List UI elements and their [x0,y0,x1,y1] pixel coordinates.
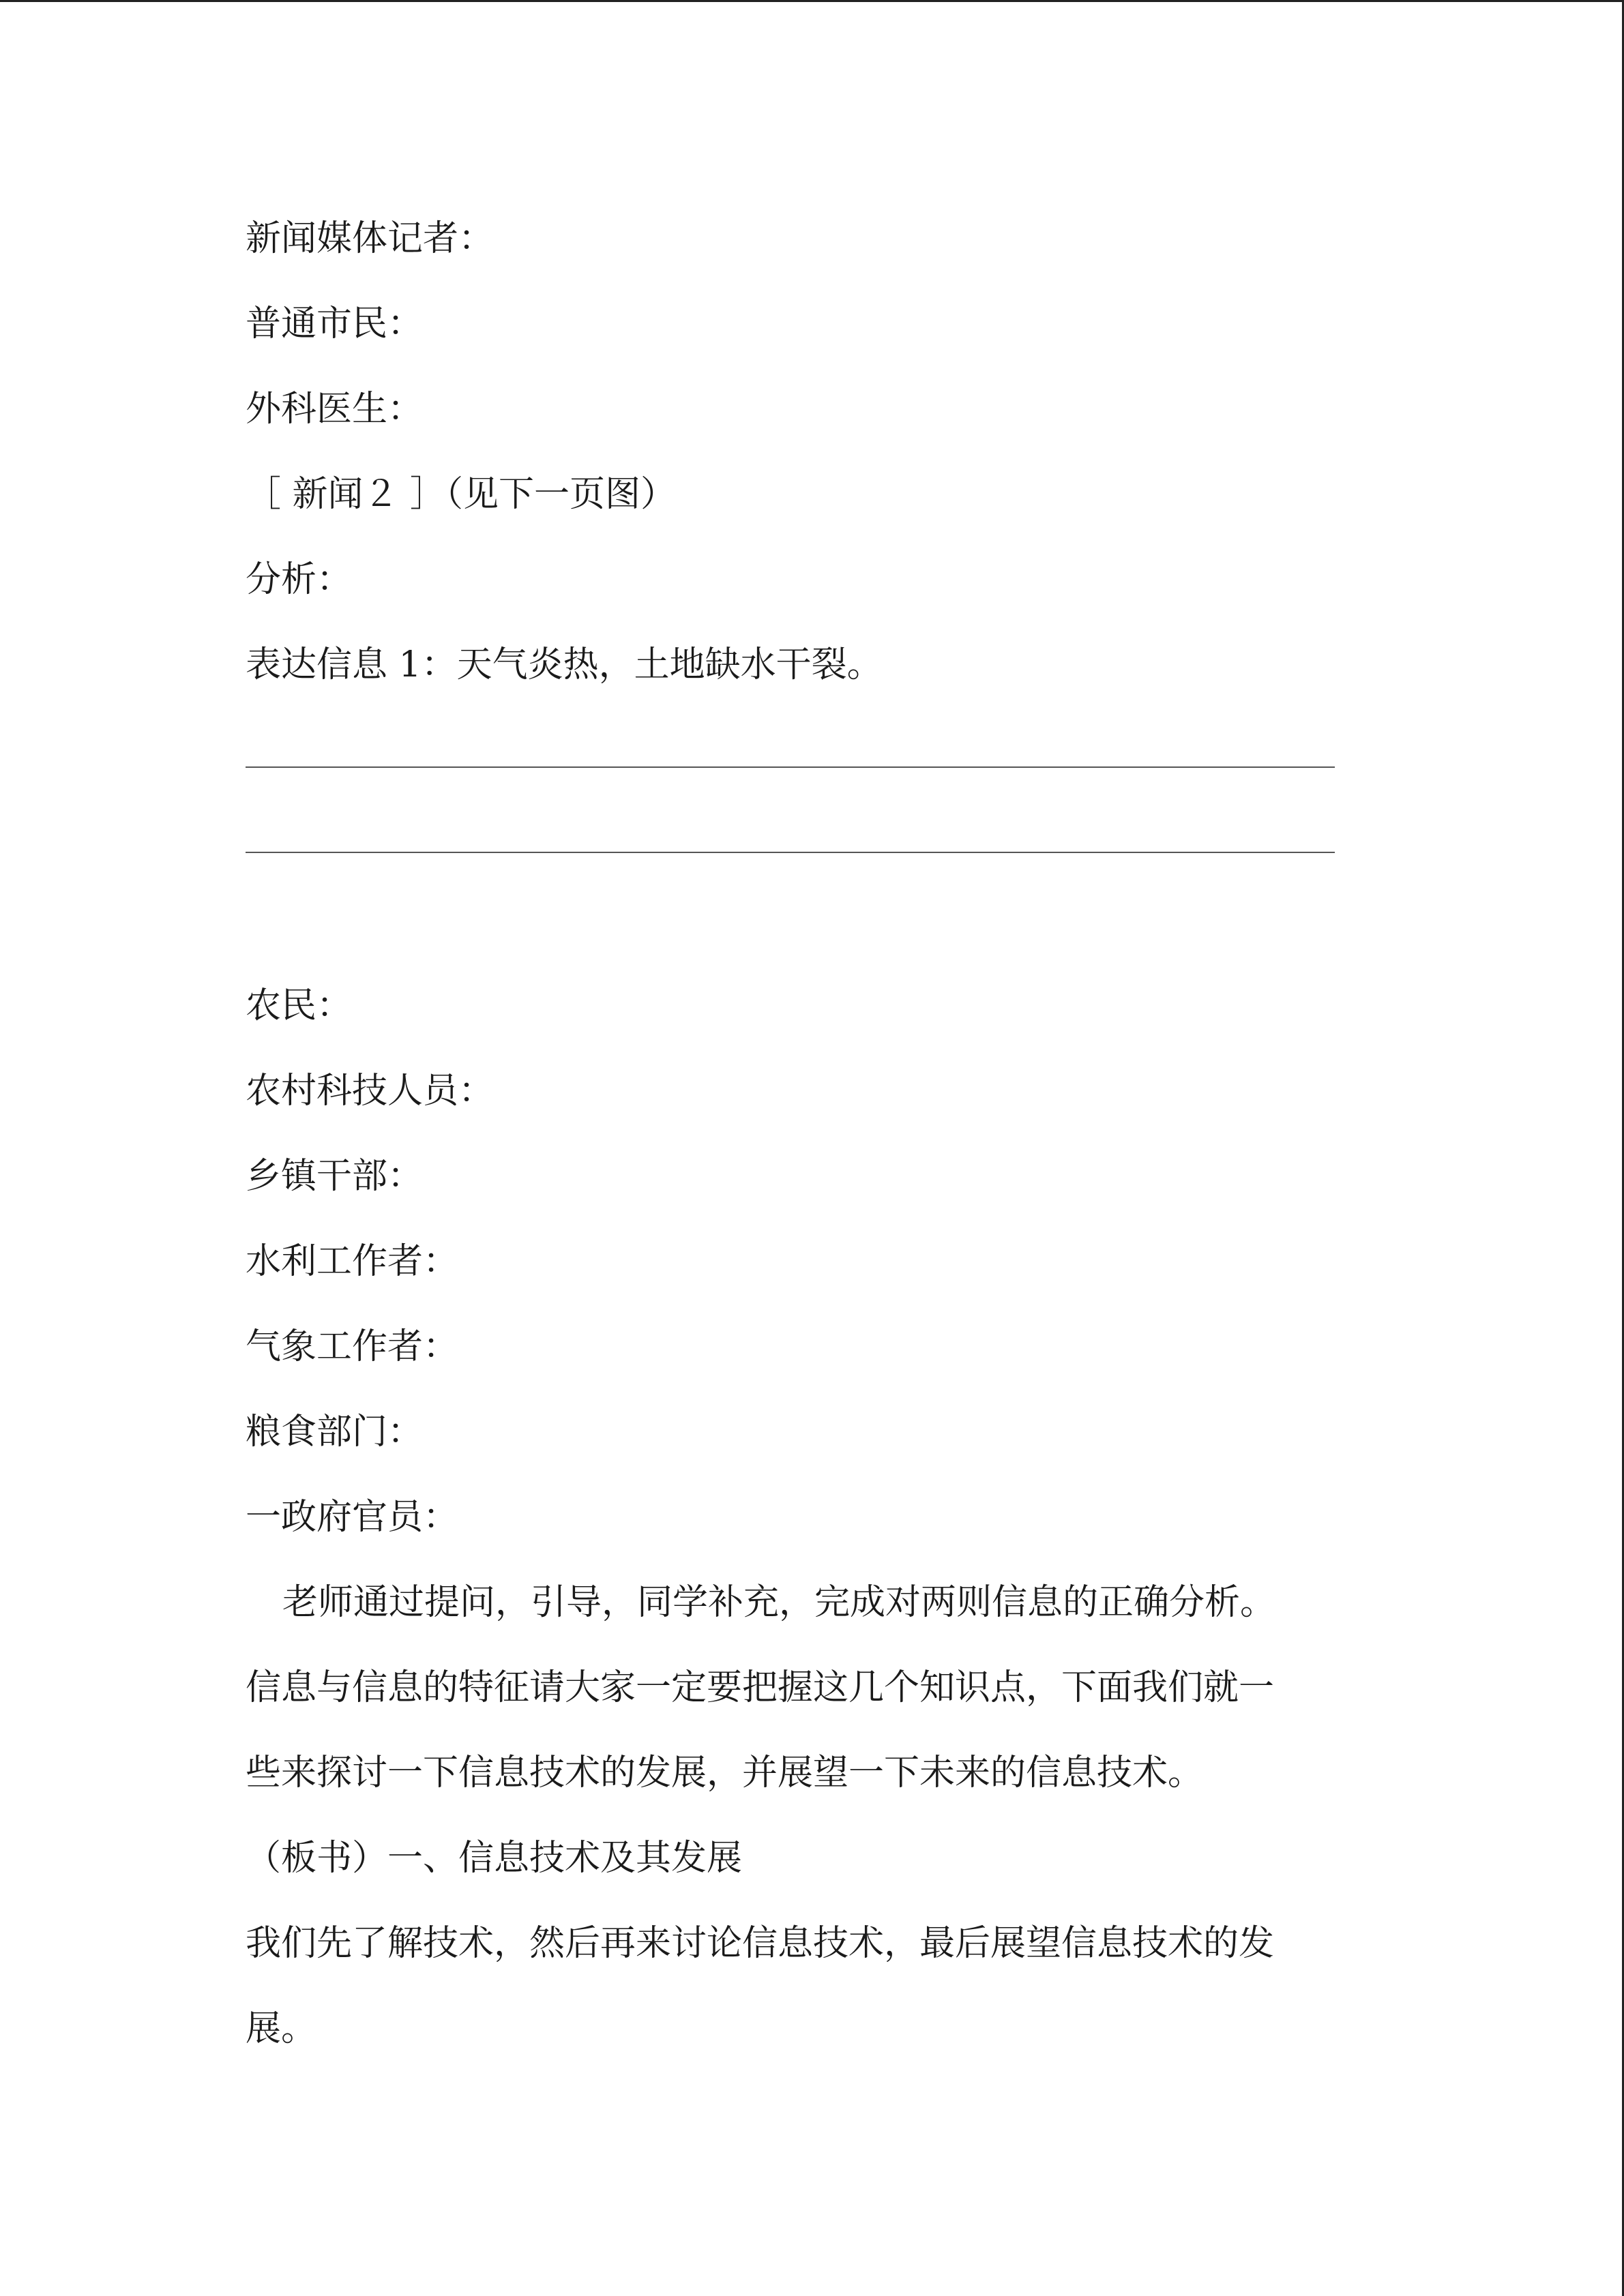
text-line-weather-worker: 气象工作者： [246,1326,459,1367]
paragraph-1-line-1: 老师通过提问，引导，同学补充，完成对两则信息的正确分析。 [282,1582,1276,1623]
paragraph-1-line-2: 信息与信息的特征请大家一定要把握这几个知识点，下面我们就一 [246,1667,1275,1708]
text-line-analysis: 分析： [246,559,353,600]
text-line-news-2: ［ 新闻２ ］（见下一页图） [246,474,677,515]
text-line-info-1: 表达信息 1：天气炎热，土地缺水干裂。 [246,644,883,685]
text-line-official: 一政府官员： [246,1497,459,1538]
text-line-surgeon: 外科医生： [246,389,424,430]
paragraph-2-line-2: 展。 [246,2008,317,2049]
paragraph-1-line-3: 些来探讨一下信息技术的发展，并展望一下未来的信息技术。 [246,1753,1204,1793]
text-line-rural-tech: 农村科技人员： [246,1071,494,1112]
answer-blank-line-1 [246,766,1335,768]
text-line-township-cadre: 乡镇干部： [246,1156,424,1197]
text-line-reporter: 新闻媒体记者： [246,218,494,259]
text-line-grain-dept: 粮食部门： [246,1412,424,1452]
board-heading: （板书）一、信息技术及其发展 [246,1838,743,1879]
text-line-citizen: 普通市民： [246,303,424,344]
answer-blank-line-2 [246,852,1335,853]
text-line-farmer: 农民： [246,985,353,1026]
paragraph-2-line-1: 我们先了解技术，然后再来讨论信息技术，最后展望信息技术的发 [246,1923,1275,1964]
text-line-water-worker: 水利工作者： [246,1241,459,1282]
page-top-border [0,0,1624,2]
